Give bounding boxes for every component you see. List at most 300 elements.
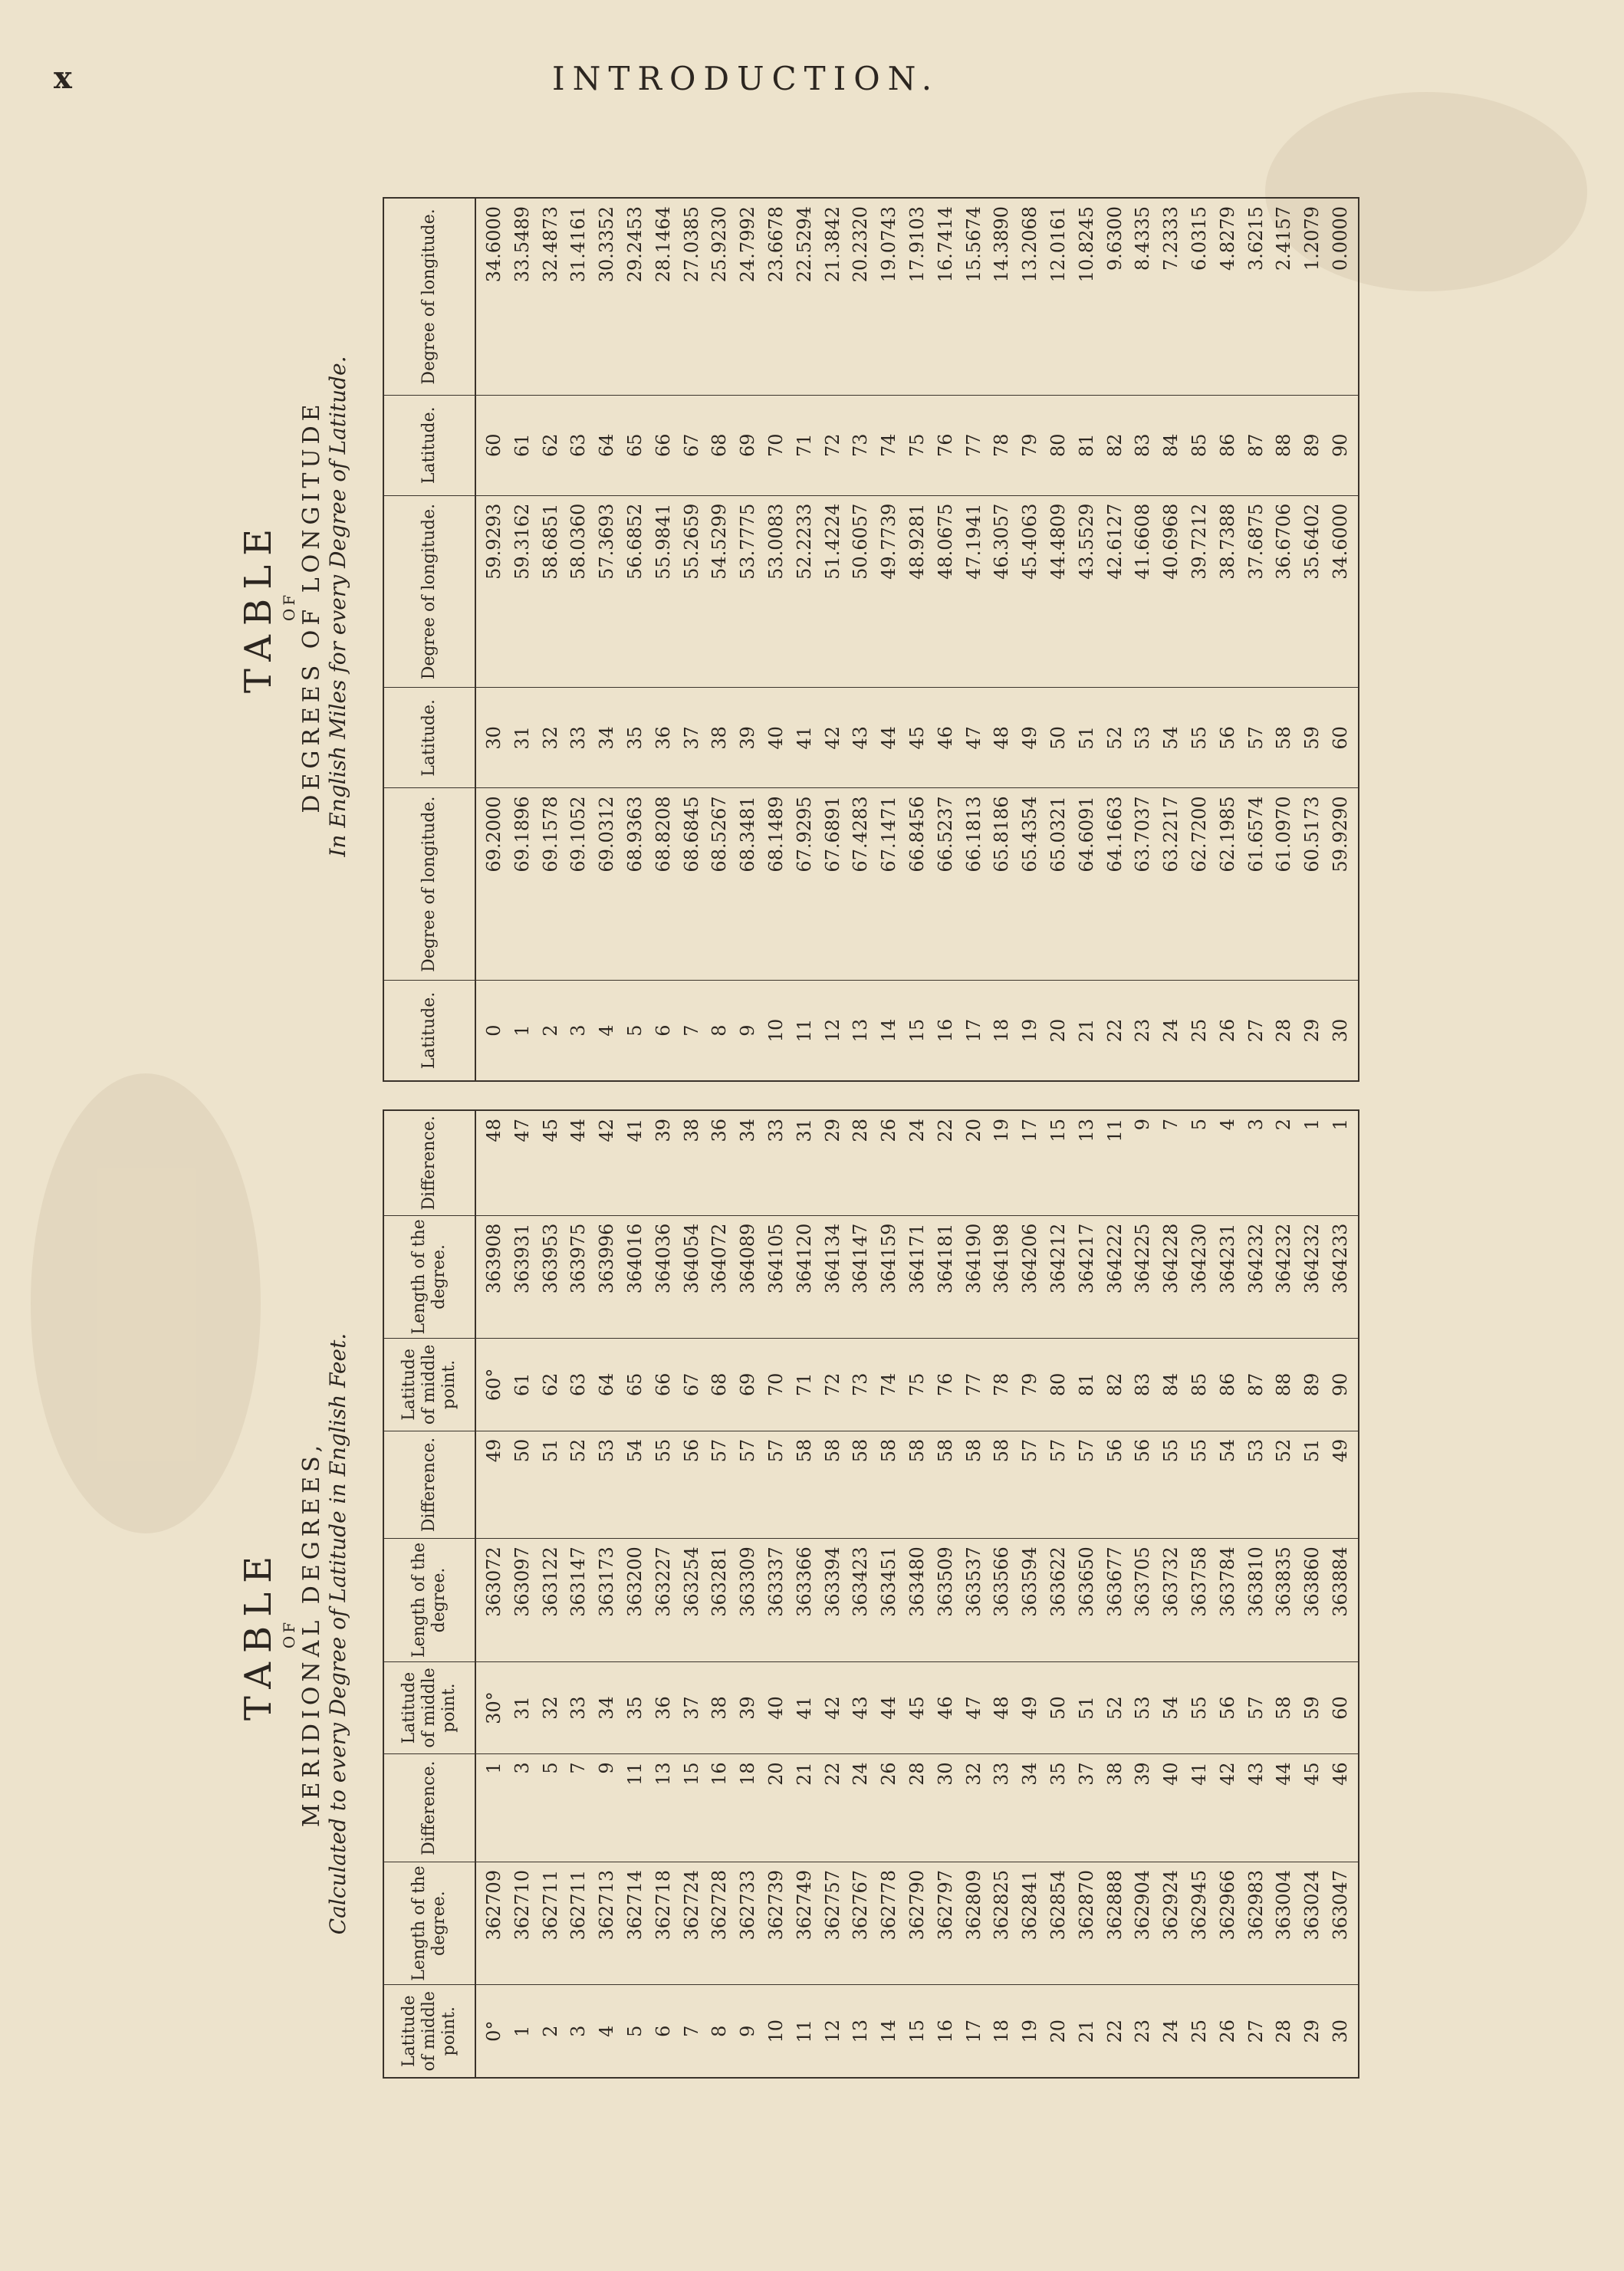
difference-cell: 28 bbox=[850, 1119, 872, 1142]
meridional-lat-column-2 bbox=[384, 1661, 1358, 1754]
difference-cell: 58 bbox=[878, 1438, 900, 1463]
lat-cell: 82 bbox=[1103, 1372, 1126, 1397]
length-cell: 364147 bbox=[850, 1223, 872, 1294]
degree-cell: 35.6402 bbox=[1301, 503, 1323, 580]
degree-cell: 25.9230 bbox=[708, 205, 731, 283]
lat-cell: 44 bbox=[878, 726, 900, 750]
lat-cell: 58 bbox=[1273, 1696, 1295, 1720]
degree-cell: 67.6891 bbox=[821, 796, 843, 873]
length-cell: 363835 bbox=[1273, 1546, 1295, 1617]
lat-cell: 74 bbox=[878, 1372, 900, 1397]
degree-cell: 65.0321 bbox=[1047, 796, 1069, 873]
length-cell: 362888 bbox=[1103, 1869, 1126, 1941]
longitude-table-title: TABLE bbox=[237, 519, 280, 694]
difference-cell: 16 bbox=[708, 1762, 731, 1786]
difference-cell: 7 bbox=[1160, 1119, 1182, 1131]
degree-cell: 38.7388 bbox=[1216, 503, 1238, 580]
degree-cell: 62.7200 bbox=[1188, 796, 1210, 873]
difference-cell: 52 bbox=[567, 1438, 590, 1463]
lat-cell: 2 bbox=[539, 1024, 561, 1037]
difference-cell: 1 bbox=[483, 1762, 505, 1774]
degree-cell: 40.6968 bbox=[1160, 503, 1182, 580]
meridional-lat-column-1 bbox=[384, 1984, 1358, 2077]
lat-cell: 24 bbox=[1160, 1018, 1182, 1043]
difference-cell: 57 bbox=[737, 1438, 759, 1463]
length-cell: 364231 bbox=[1216, 1223, 1238, 1294]
lat-cell: 57 bbox=[1244, 1696, 1267, 1720]
length-cell: 363996 bbox=[596, 1223, 618, 1294]
length-cell: 362983 bbox=[1244, 1869, 1267, 1941]
difference-cell: 35 bbox=[1047, 1762, 1069, 1786]
degree-cell: 14.3890 bbox=[991, 205, 1013, 283]
difference-cell: 42 bbox=[596, 1119, 618, 1142]
difference-cell: 49 bbox=[483, 1438, 505, 1463]
meridional-table-subtitle: MERIDIONAL DEGREES, bbox=[298, 1440, 325, 1828]
lat-cell: 22 bbox=[1103, 1018, 1126, 1043]
length-cell: 363097 bbox=[511, 1546, 533, 1617]
longitude-table-subtitle: DEGREES OF LONGITUDE bbox=[298, 399, 325, 813]
meridional-table-note: Calculated to every Degree of Latitude in English Feet. bbox=[325, 1333, 350, 1935]
lat-cell: 39 bbox=[737, 1696, 759, 1720]
degree-cell: 62.1985 bbox=[1216, 796, 1238, 873]
length-cell: 364217 bbox=[1075, 1223, 1097, 1294]
lat-cell: 88 bbox=[1273, 1372, 1295, 1397]
degree-cell: 17.9103 bbox=[906, 205, 928, 283]
length-cell: 363423 bbox=[850, 1546, 872, 1617]
length-cell: 362711 bbox=[539, 1869, 561, 1941]
lat-cell: 46 bbox=[934, 1696, 956, 1720]
difference-cell: 38 bbox=[1103, 1762, 1126, 1786]
lat-cell: 59 bbox=[1301, 1696, 1323, 1720]
degree-cell: 53.0083 bbox=[764, 503, 787, 580]
length-cell: 363337 bbox=[764, 1546, 787, 1617]
lat-cell: 56 bbox=[1216, 726, 1238, 750]
lat-cell: 19 bbox=[1019, 1018, 1041, 1043]
length-cell: 364230 bbox=[1188, 1223, 1210, 1294]
degree-cell: 3.6215 bbox=[1244, 205, 1267, 271]
length-cell: 362966 bbox=[1216, 1869, 1238, 1941]
degree-cell: 54.5299 bbox=[708, 503, 731, 580]
degree-cell: 63.7037 bbox=[1132, 796, 1154, 873]
lat-cell: 66 bbox=[652, 1372, 674, 1397]
longitude-lat-column-3 bbox=[384, 395, 1358, 495]
lat-cell: 61 bbox=[511, 1372, 533, 1397]
lat-cell: 84 bbox=[1160, 1372, 1182, 1397]
difference-cell: 29 bbox=[821, 1119, 843, 1142]
lat-cell: 32 bbox=[539, 726, 561, 750]
degree-cell: 1.2079 bbox=[1301, 205, 1323, 271]
difference-cell: 15 bbox=[680, 1762, 702, 1786]
degree-cell: 0.0000 bbox=[1329, 205, 1351, 271]
meridional-len-column-2 bbox=[384, 1538, 1358, 1661]
difference-cell: 45 bbox=[1301, 1762, 1323, 1786]
length-cell: 364036 bbox=[652, 1223, 674, 1294]
length-cell: 362778 bbox=[878, 1869, 900, 1941]
column-header: Degree of longitude. bbox=[384, 788, 476, 980]
column-header: Length of the degree. bbox=[384, 1539, 476, 1661]
lat-cell: 75 bbox=[906, 1372, 928, 1397]
degree-cell: 68.1489 bbox=[764, 796, 787, 873]
difference-cell: 1 bbox=[1301, 1119, 1323, 1131]
lat-cell: 73 bbox=[850, 433, 872, 457]
lat-cell: 17 bbox=[962, 2019, 985, 2043]
length-cell: 364171 bbox=[906, 1223, 928, 1294]
length-cell: 363758 bbox=[1188, 1546, 1210, 1617]
degree-cell: 27.0385 bbox=[680, 205, 702, 283]
degree-cell: 67.4283 bbox=[850, 796, 872, 873]
degree-cell: 68.6845 bbox=[680, 796, 702, 873]
degree-cell: 65.4354 bbox=[1019, 796, 1041, 873]
lat-cell: 29 bbox=[1301, 1018, 1323, 1043]
length-cell: 364232 bbox=[1301, 1223, 1323, 1294]
longitude-table-of: OF bbox=[280, 591, 298, 622]
length-cell: 364181 bbox=[934, 1223, 956, 1294]
degree-cell: 68.8208 bbox=[652, 796, 674, 873]
column-header: Length of the degree. bbox=[384, 1216, 476, 1338]
difference-cell: 55 bbox=[652, 1438, 674, 1463]
lat-cell: 70 bbox=[764, 433, 787, 457]
lat-cell: 56 bbox=[1216, 1696, 1238, 1720]
length-cell: 362728 bbox=[708, 1869, 731, 1941]
degree-cell: 41.6608 bbox=[1132, 503, 1154, 580]
difference-cell: 17 bbox=[1019, 1119, 1041, 1142]
difference-cell: 30 bbox=[934, 1762, 956, 1786]
lat-cell: 64 bbox=[596, 1372, 618, 1397]
lat-cell: 40 bbox=[764, 1696, 787, 1720]
lat-cell: 24 bbox=[1160, 2019, 1182, 2043]
lat-cell: 66 bbox=[652, 433, 674, 457]
length-cell: 363650 bbox=[1075, 1546, 1097, 1617]
meridional-degrees-table bbox=[383, 1109, 1359, 2079]
length-cell: 364134 bbox=[821, 1223, 843, 1294]
lat-cell: 70 bbox=[764, 1372, 787, 1397]
length-cell: 364228 bbox=[1160, 1223, 1182, 1294]
degree-cell: 68.9363 bbox=[623, 796, 646, 873]
lat-cell: 12 bbox=[821, 1018, 843, 1043]
length-cell: 363254 bbox=[680, 1546, 702, 1617]
lat-cell: 12 bbox=[821, 2019, 843, 2043]
difference-cell: 54 bbox=[1216, 1438, 1238, 1463]
lat-cell: 36 bbox=[652, 1696, 674, 1720]
lat-cell: 80 bbox=[1047, 433, 1069, 457]
degree-cell: 69.1896 bbox=[511, 796, 533, 873]
degree-cell: 31.4161 bbox=[567, 205, 590, 283]
degree-cell: 30.3352 bbox=[596, 205, 618, 283]
lat-cell: 30 bbox=[483, 726, 505, 750]
lat-cell: 26 bbox=[1216, 2019, 1238, 2043]
length-cell: 363200 bbox=[623, 1546, 646, 1617]
lat-cell: 48 bbox=[991, 726, 1013, 750]
lat-cell: 36 bbox=[652, 726, 674, 750]
difference-cell: 40 bbox=[1160, 1762, 1182, 1786]
difference-cell: 45 bbox=[539, 1119, 561, 1142]
length-cell: 363953 bbox=[539, 1223, 561, 1294]
lat-cell: 65 bbox=[623, 433, 646, 457]
rotated-tables-page bbox=[206, 146, 1418, 2125]
lat-cell: 83 bbox=[1132, 1372, 1154, 1397]
lat-cell: 90 bbox=[1329, 433, 1351, 457]
lat-cell: 9 bbox=[737, 2025, 759, 2037]
length-cell: 363147 bbox=[567, 1546, 590, 1617]
length-cell: 362790 bbox=[906, 1869, 928, 1941]
difference-cell: 18 bbox=[737, 1762, 759, 1786]
column-header: Latitude. bbox=[384, 688, 476, 787]
lat-cell: 31 bbox=[511, 726, 533, 750]
lat-cell: 79 bbox=[1019, 1372, 1041, 1397]
difference-cell: 20 bbox=[764, 1762, 787, 1786]
column-header: Difference. bbox=[384, 1431, 476, 1539]
length-cell: 362854 bbox=[1047, 1869, 1069, 1941]
difference-cell: 5 bbox=[539, 1762, 561, 1774]
lat-cell: 67 bbox=[680, 433, 702, 457]
difference-cell: 33 bbox=[991, 1762, 1013, 1786]
degree-cell: 13.2068 bbox=[1019, 205, 1041, 283]
lat-cell: 89 bbox=[1301, 433, 1323, 457]
length-cell: 364072 bbox=[708, 1223, 731, 1294]
lat-cell: 33 bbox=[567, 726, 590, 750]
difference-cell: 49 bbox=[1329, 1438, 1351, 1463]
length-cell: 362718 bbox=[652, 1869, 674, 1941]
lat-cell: 1 bbox=[511, 2025, 533, 2037]
difference-cell: 32 bbox=[962, 1762, 985, 1786]
lat-cell: 55 bbox=[1188, 1696, 1210, 1720]
lat-cell: 62 bbox=[539, 1372, 561, 1397]
lat-cell: 53 bbox=[1132, 726, 1154, 750]
length-cell: 364120 bbox=[793, 1223, 815, 1294]
difference-cell: 58 bbox=[991, 1438, 1013, 1463]
lat-cell: 72 bbox=[821, 433, 843, 457]
degree-cell: 52.2233 bbox=[793, 503, 815, 580]
length-cell: 362870 bbox=[1075, 1869, 1097, 1941]
degree-cell: 47.1941 bbox=[962, 503, 985, 580]
difference-cell: 22 bbox=[821, 1762, 843, 1786]
degree-cell: 12.0161 bbox=[1047, 205, 1069, 283]
difference-cell: 57 bbox=[1075, 1438, 1097, 1463]
degree-cell: 60.5173 bbox=[1301, 796, 1323, 873]
lat-cell: 60 bbox=[1329, 726, 1351, 750]
degree-cell: 46.3057 bbox=[991, 503, 1013, 580]
lat-cell: 18 bbox=[991, 2019, 1013, 2043]
degree-cell: 55.2659 bbox=[680, 503, 702, 580]
degree-cell: 44.4809 bbox=[1047, 503, 1069, 580]
lat-cell: 7 bbox=[680, 1024, 702, 1037]
difference-cell: 56 bbox=[1132, 1438, 1154, 1463]
lat-cell: 69 bbox=[737, 1372, 759, 1397]
degree-cell: 9.6300 bbox=[1103, 205, 1126, 271]
lat-cell: 45 bbox=[906, 726, 928, 750]
degree-cell: 61.0970 bbox=[1273, 796, 1295, 873]
difference-cell: 58 bbox=[906, 1438, 928, 1463]
difference-cell: 11 bbox=[623, 1762, 646, 1786]
degree-cell: 59.3162 bbox=[511, 503, 533, 580]
degree-cell: 2.4157 bbox=[1273, 205, 1295, 271]
lat-cell: 14 bbox=[878, 2019, 900, 2043]
length-cell: 362711 bbox=[567, 1869, 590, 1941]
difference-cell: 44 bbox=[1273, 1762, 1295, 1786]
lat-cell: 43 bbox=[850, 1696, 872, 1720]
lat-cell: 48 bbox=[991, 1696, 1013, 1720]
degree-cell: 69.1578 bbox=[539, 796, 561, 873]
column-header: Length of the degree. bbox=[384, 1862, 476, 1984]
lat-cell: 42 bbox=[821, 1696, 843, 1720]
length-cell: 363451 bbox=[878, 1546, 900, 1617]
degree-cell: 69.1052 bbox=[567, 796, 590, 873]
difference-cell: 3 bbox=[511, 1762, 533, 1774]
lat-cell: 10 bbox=[764, 2019, 787, 2043]
lat-cell: 13 bbox=[850, 1018, 872, 1043]
lat-cell: 76 bbox=[934, 1372, 956, 1397]
length-cell: 363004 bbox=[1273, 1869, 1295, 1941]
length-cell: 364232 bbox=[1273, 1223, 1295, 1294]
length-cell: 363975 bbox=[567, 1223, 590, 1294]
lat-cell: 88 bbox=[1273, 433, 1295, 457]
difference-cell: 58 bbox=[850, 1438, 872, 1463]
length-cell: 362714 bbox=[623, 1869, 646, 1941]
lat-cell: 50 bbox=[1047, 1696, 1069, 1720]
length-cell: 364016 bbox=[623, 1223, 646, 1294]
difference-cell: 51 bbox=[1301, 1438, 1323, 1463]
lat-cell: 17 bbox=[962, 1018, 985, 1043]
length-cell: 364222 bbox=[1103, 1223, 1126, 1294]
lat-cell: 11 bbox=[793, 1018, 815, 1043]
degree-cell: 58.6851 bbox=[539, 503, 561, 580]
column-header: Difference. bbox=[384, 1111, 476, 1215]
degree-cell: 68.5267 bbox=[708, 796, 731, 873]
lat-cell: 32 bbox=[539, 1696, 561, 1720]
lat-cell: 3 bbox=[567, 1024, 590, 1037]
lat-cell: 35 bbox=[623, 726, 646, 750]
difference-cell: 50 bbox=[511, 1438, 533, 1463]
longitude-caption bbox=[237, 162, 350, 1051]
lat-cell: 86 bbox=[1216, 433, 1238, 457]
lat-cell: 87 bbox=[1244, 1372, 1267, 1397]
degree-cell: 53.7775 bbox=[737, 503, 759, 580]
difference-cell: 48 bbox=[483, 1119, 505, 1142]
length-cell: 363480 bbox=[906, 1546, 928, 1617]
lat-cell: 51 bbox=[1075, 726, 1097, 750]
degree-cell: 20.2320 bbox=[850, 205, 872, 283]
lat-cell: 44 bbox=[878, 1696, 900, 1720]
lat-cell: 16 bbox=[934, 1018, 956, 1043]
lat-cell: 86 bbox=[1216, 1372, 1238, 1397]
difference-cell: 38 bbox=[680, 1119, 702, 1142]
length-cell: 363884 bbox=[1329, 1546, 1351, 1617]
difference-cell: 56 bbox=[680, 1438, 702, 1463]
longitude-deg-column-3 bbox=[384, 199, 1358, 395]
difference-cell: 22 bbox=[934, 1119, 956, 1142]
lat-cell: 47 bbox=[962, 726, 985, 750]
degree-cell: 36.6706 bbox=[1273, 503, 1295, 580]
lat-cell: 54 bbox=[1160, 726, 1182, 750]
length-cell: 363366 bbox=[793, 1546, 815, 1617]
degree-cell: 58.0360 bbox=[567, 503, 590, 580]
length-cell: 363281 bbox=[708, 1546, 731, 1617]
length-cell: 363732 bbox=[1160, 1546, 1182, 1617]
lat-cell: 25 bbox=[1188, 2019, 1210, 2043]
difference-cell: 11 bbox=[1103, 1119, 1126, 1142]
degree-cell: 48.9281 bbox=[906, 503, 928, 580]
length-cell: 364212 bbox=[1047, 1223, 1069, 1294]
lat-cell: 6 bbox=[652, 2025, 674, 2037]
degree-cell: 55.9841 bbox=[652, 503, 674, 580]
degree-cell: 57.3693 bbox=[596, 503, 618, 580]
lat-cell: 47 bbox=[962, 1696, 985, 1720]
length-cell: 363509 bbox=[934, 1546, 956, 1617]
difference-cell: 43 bbox=[1244, 1762, 1267, 1786]
lat-cell: 73 bbox=[850, 1372, 872, 1397]
length-cell: 363622 bbox=[1047, 1546, 1069, 1617]
length-cell: 364105 bbox=[764, 1223, 787, 1294]
length-cell: 363705 bbox=[1132, 1546, 1154, 1617]
difference-cell: 5 bbox=[1188, 1119, 1210, 1131]
lat-cell: 27 bbox=[1244, 1018, 1267, 1043]
degree-cell: 64.1663 bbox=[1103, 796, 1126, 873]
lat-cell: 34 bbox=[596, 1696, 618, 1720]
lat-cell: 37 bbox=[680, 1696, 702, 1720]
lat-cell: 60 bbox=[1329, 1696, 1351, 1720]
difference-cell: 34 bbox=[737, 1119, 759, 1142]
length-cell: 362797 bbox=[934, 1869, 956, 1941]
lat-cell: 5 bbox=[623, 1024, 646, 1037]
length-cell: 363047 bbox=[1329, 1869, 1351, 1941]
longitude-deg-column-1 bbox=[384, 787, 1358, 980]
lat-cell: 69 bbox=[737, 433, 759, 457]
lat-cell: 34 bbox=[596, 726, 618, 750]
difference-cell: 55 bbox=[1160, 1438, 1182, 1463]
difference-cell: 7 bbox=[567, 1762, 590, 1774]
lat-cell: 64 bbox=[596, 433, 618, 457]
meridional-diff-column-2 bbox=[384, 1431, 1358, 1539]
lat-cell: 33 bbox=[567, 1696, 590, 1720]
difference-cell: 41 bbox=[623, 1119, 646, 1142]
lat-cell: 19 bbox=[1019, 2019, 1041, 2043]
page-header-title: INTRODUCTION. bbox=[552, 60, 940, 97]
lat-cell: 38 bbox=[708, 1696, 731, 1720]
lat-cell: 85 bbox=[1188, 433, 1210, 457]
lat-cell: 60 bbox=[483, 433, 505, 457]
lat-cell: 67 bbox=[680, 1372, 702, 1397]
lat-cell: 54 bbox=[1160, 1696, 1182, 1720]
degree-cell: 66.1813 bbox=[962, 796, 985, 873]
difference-cell: 58 bbox=[793, 1438, 815, 1463]
lat-cell: 68 bbox=[708, 433, 731, 457]
column-header: Degree of longitude. bbox=[384, 199, 476, 395]
difference-cell: 46 bbox=[1329, 1762, 1351, 1786]
length-cell: 363594 bbox=[1019, 1546, 1041, 1617]
column-header: Latitude. bbox=[384, 981, 476, 1080]
difference-cell: 47 bbox=[511, 1119, 533, 1142]
lat-cell: 15 bbox=[906, 2019, 928, 2043]
lat-cell: 76 bbox=[934, 433, 956, 457]
degree-cell: 37.6875 bbox=[1244, 503, 1267, 580]
degree-cell: 69.2000 bbox=[483, 796, 505, 873]
lat-cell: 21 bbox=[1075, 1018, 1097, 1043]
degree-cell: 45.4063 bbox=[1019, 503, 1041, 580]
lat-cell: 14 bbox=[878, 1018, 900, 1043]
difference-cell: 57 bbox=[1019, 1438, 1041, 1463]
column-header: Difference. bbox=[384, 1754, 476, 1862]
length-cell: 362713 bbox=[596, 1869, 618, 1941]
length-cell: 364054 bbox=[680, 1223, 702, 1294]
lat-cell: 57 bbox=[1244, 726, 1267, 750]
difference-cell: 58 bbox=[962, 1438, 985, 1463]
lat-cell: 0 bbox=[483, 1024, 505, 1037]
degree-cell: 34.6000 bbox=[483, 205, 505, 283]
column-header: Latitude. bbox=[384, 396, 476, 495]
lat-cell: 87 bbox=[1244, 433, 1267, 457]
lat-cell: 41 bbox=[793, 726, 815, 750]
lat-cell: 29 bbox=[1301, 2019, 1323, 2043]
